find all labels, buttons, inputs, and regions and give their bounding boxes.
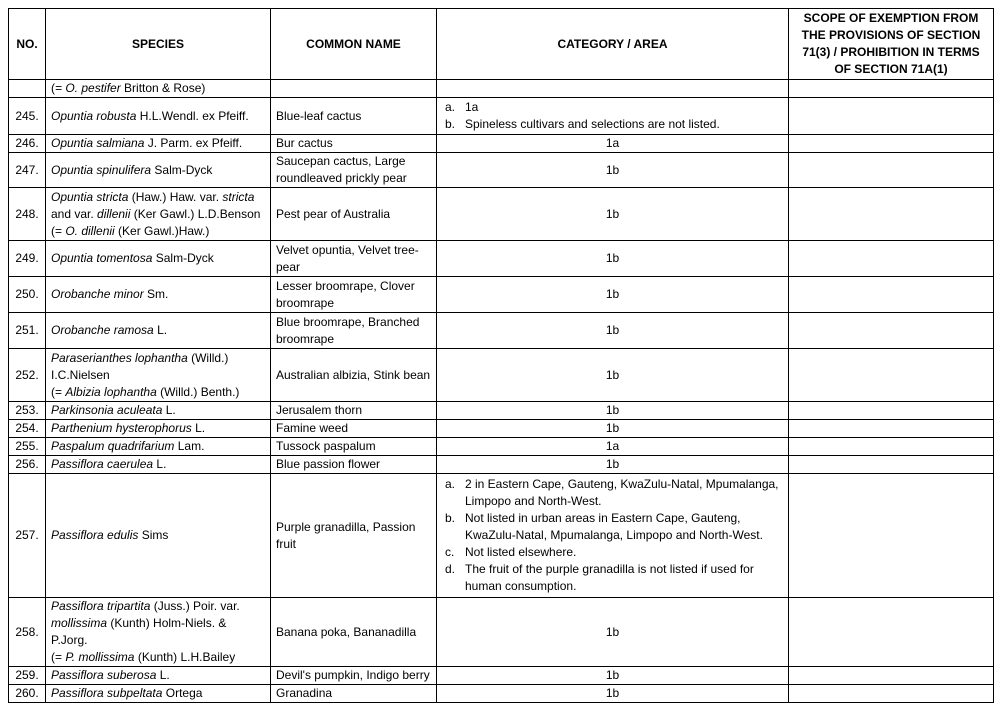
species-line xyxy=(51,615,265,649)
cell-no: 246. xyxy=(9,135,46,153)
cell-scope xyxy=(789,241,994,277)
table-row xyxy=(9,241,994,277)
cell-category: 1a xyxy=(437,438,789,456)
cell-no: 256. xyxy=(9,456,46,474)
category-text: The fruit of the purple granadilla is not listed if used for human consumption. xyxy=(465,562,754,593)
cell-no xyxy=(9,80,46,98)
cell-species xyxy=(46,474,271,598)
species-line xyxy=(51,598,265,615)
category-list-item xyxy=(445,510,782,544)
species-line xyxy=(51,367,265,384)
species-italic: Opuntia spinulifera xyxy=(51,162,152,177)
table-row xyxy=(9,98,994,135)
species-italic: Parkinsonia aculeata xyxy=(51,403,163,417)
species-text: (= xyxy=(51,223,66,238)
species-italic: Passiflora edulis xyxy=(51,528,139,542)
species-italic: Orobanche minor xyxy=(51,287,144,301)
cell-common-name: Australian albizia, Stink bean xyxy=(271,349,437,402)
table-row xyxy=(9,135,994,153)
species-text: Lam. xyxy=(174,439,205,453)
cell-no: 250. xyxy=(9,277,46,313)
header-species: SPECIES xyxy=(46,9,271,80)
cell-scope xyxy=(789,685,994,703)
category-text: 1a xyxy=(465,100,479,114)
category-text: Not listed in urban areas in Eastern Cape, Gauteng, KwaZulu-Natal, Mpumalanga, Limpopo and North-West. xyxy=(465,511,763,542)
cell-scope xyxy=(789,402,994,420)
species-italic: P. mollissima xyxy=(65,650,135,664)
cell-category: 1b xyxy=(437,456,789,474)
species-list-table xyxy=(8,8,994,703)
cell-category: 1b xyxy=(437,277,789,313)
category-marker: d. xyxy=(445,562,456,576)
continuation-row xyxy=(9,80,994,98)
table-row xyxy=(9,277,994,313)
species-italic: stricta xyxy=(222,189,255,204)
cell-species xyxy=(46,438,271,456)
species-italic: = O. pestifer xyxy=(55,81,121,95)
species-text: L. xyxy=(153,457,167,471)
species-line xyxy=(51,322,265,339)
species-text: and var. xyxy=(51,206,98,221)
cell-no: 253. xyxy=(9,402,46,420)
cell-no: 257. xyxy=(9,474,46,598)
species-line xyxy=(51,402,265,419)
cell-scope xyxy=(789,349,994,402)
species-italic: Passiflora caerulea xyxy=(51,457,154,471)
cell-no: 260. xyxy=(9,685,46,703)
cell-category: 1b xyxy=(437,241,789,277)
cell-common-name: Saucepan cactus, Large roundleaved prickly pear xyxy=(271,153,437,188)
category-marker: b. xyxy=(445,511,456,525)
cell-species xyxy=(46,349,271,402)
cell-common-name: Blue-leaf cactus xyxy=(271,98,437,135)
species-line xyxy=(51,420,265,437)
species-italic: Passiflora suberosa xyxy=(51,668,157,682)
cell-species xyxy=(46,598,271,667)
category-marker: c. xyxy=(445,545,455,559)
cell-scope xyxy=(789,98,994,135)
cell-no: 259. xyxy=(9,667,46,685)
category-text: Not listed elsewhere. xyxy=(465,545,577,559)
species-line xyxy=(51,135,265,152)
species-italic: Orobanche ramosa xyxy=(51,323,154,337)
table-row xyxy=(9,474,994,598)
species-line xyxy=(51,667,265,684)
cell-common-name: Tussock paspalum xyxy=(271,438,437,456)
category-list-item xyxy=(445,99,782,116)
header-category-area: CATEGORY / AREA xyxy=(437,9,789,80)
cell-scope xyxy=(789,188,994,241)
species-line xyxy=(51,223,265,240)
table-row xyxy=(9,456,994,474)
cell-common-name xyxy=(271,80,437,98)
cell-common-name: Purple granadilla, Passion fruit xyxy=(271,474,437,598)
species-italic: Opuntia robusta xyxy=(51,108,137,123)
species-italic: Opuntia stricta xyxy=(51,189,129,204)
species-italic: mollissima xyxy=(51,616,108,630)
species-text: Salm-Dyck xyxy=(151,162,213,177)
table-row xyxy=(9,188,994,241)
cell-category: 1b xyxy=(437,598,789,667)
cell-no: 248. xyxy=(9,188,46,241)
species-text: Sm. xyxy=(143,287,169,301)
species-text: (Kunth) L.H.Bailey xyxy=(134,650,236,664)
cell-category xyxy=(437,80,789,98)
species-text: L. xyxy=(153,323,168,337)
species-line xyxy=(51,162,265,179)
table-row xyxy=(9,313,994,349)
cell-species xyxy=(46,98,271,135)
species-line xyxy=(51,649,265,666)
cell-species xyxy=(46,313,271,349)
category-list-item xyxy=(445,476,782,510)
cell-scope xyxy=(789,277,994,313)
cell-scope xyxy=(789,598,994,667)
species-line xyxy=(51,108,265,125)
species-line xyxy=(51,350,265,367)
table-row xyxy=(9,598,994,667)
species-line xyxy=(51,438,265,455)
cell-scope xyxy=(789,153,994,188)
cell-common-name: Pest pear of Australia xyxy=(271,188,437,241)
cell-common-name: Devil's pumpkin, Indigo berry xyxy=(271,667,437,685)
cell-common-name: Jerusalem thorn xyxy=(271,402,437,420)
cell-category: 1b xyxy=(437,188,789,241)
category-text: Spineless cultivars and selections are not listed. xyxy=(465,117,720,131)
cell-species xyxy=(46,135,271,153)
cell-scope xyxy=(789,474,994,598)
cell-no: 258. xyxy=(9,598,46,667)
cell-species xyxy=(46,402,271,420)
cell-scope xyxy=(789,420,994,438)
cell-category: 1a xyxy=(437,135,789,153)
species-line xyxy=(51,456,265,473)
cell-no: 254. xyxy=(9,420,46,438)
species-text: (= xyxy=(51,384,66,399)
species-line xyxy=(51,250,265,267)
species-open: ( xyxy=(51,81,55,95)
species-italic: Opuntia salmiana xyxy=(51,136,145,150)
table-row xyxy=(9,349,994,402)
cell-common-name: Bur cactus xyxy=(271,135,437,153)
species-italic: O. dillenii xyxy=(65,223,115,238)
table-row xyxy=(9,420,994,438)
species-italic: Paspalum quadrifarium xyxy=(51,439,175,453)
species-text: Salm-Dyck xyxy=(152,251,214,265)
species-line xyxy=(51,286,265,303)
category-list-item xyxy=(445,561,782,595)
cell-common-name: Blue broomrape, Branched broomrape xyxy=(271,313,437,349)
category-list-item xyxy=(445,116,782,133)
cell-no: 251. xyxy=(9,313,46,349)
cell-species xyxy=(46,80,271,98)
species-italic: Passiflora subpeltata xyxy=(51,686,163,700)
category-marker: a. xyxy=(445,477,456,491)
species-line xyxy=(51,384,265,401)
cell-common-name: Blue passion flower xyxy=(271,456,437,474)
cell-common-name: Lesser broomrape, Clover broomrape xyxy=(271,277,437,313)
species-text: Britton & Rose) xyxy=(120,81,206,95)
cell-category xyxy=(437,474,789,598)
cell-no: 249. xyxy=(9,241,46,277)
cell-species xyxy=(46,277,271,313)
cell-no: 252. xyxy=(9,349,46,402)
cell-scope xyxy=(789,438,994,456)
cell-category: 1b xyxy=(437,420,789,438)
species-text: (Juss.) Poir. var. xyxy=(150,599,240,613)
cell-common-name: Granadina xyxy=(271,685,437,703)
species-text: (Willd.) xyxy=(187,350,229,365)
species-italic: Albizia lophantha xyxy=(65,384,157,399)
species-text: Ortega xyxy=(162,686,203,700)
cell-category: 1b xyxy=(437,685,789,703)
species-line xyxy=(51,189,265,206)
header-scope-of-exemption: SCOPE OF EXEMPTION FROM THE PROVISIONS OF SECTION 71(3) / PROHIBITION IN TERMS OF SECTION 71A(1) xyxy=(789,9,994,80)
cell-scope xyxy=(789,456,994,474)
cell-scope xyxy=(789,80,994,98)
cell-species xyxy=(46,456,271,474)
species-text: H.L.Wendl. ex Pfeiff. xyxy=(136,108,249,123)
species-italic: Passiflora tripartita xyxy=(51,599,151,613)
species-italic: Paraserianthes lophantha xyxy=(51,350,188,365)
cell-common-name: Banana poka, Bananadilla xyxy=(271,598,437,667)
header-no: NO. xyxy=(9,9,46,80)
species-line xyxy=(51,685,265,702)
table-row xyxy=(9,667,994,685)
cell-category: 1b xyxy=(437,402,789,420)
cell-species xyxy=(46,685,271,703)
header-common-name: COMMON NAME xyxy=(271,9,437,80)
species-italic: Opuntia tomentosa xyxy=(51,251,153,265)
species-italic: dillenii xyxy=(97,206,131,221)
category-text: 2 in Eastern Cape, Gauteng, KwaZulu-Natal, Mpumalanga, Limpopo and North-West. xyxy=(465,477,779,508)
cell-species xyxy=(46,153,271,188)
species-text: L. xyxy=(191,421,206,435)
table-row xyxy=(9,153,994,188)
cell-category: 1b xyxy=(437,667,789,685)
header-row xyxy=(9,9,994,80)
species-text: (Haw.) Haw. var. xyxy=(128,189,223,204)
category-marker: b. xyxy=(445,117,456,131)
species-text: I.C.Nielsen xyxy=(51,367,110,382)
category-list-item xyxy=(445,544,782,561)
cell-scope xyxy=(789,313,994,349)
category-marker: a. xyxy=(445,100,456,114)
cell-no: 245. xyxy=(9,98,46,135)
cell-no: 247. xyxy=(9,153,46,188)
cell-category: 1b xyxy=(437,153,789,188)
cell-species xyxy=(46,241,271,277)
species-text: J. Parm. ex Pfeiff. xyxy=(144,136,243,150)
cell-species xyxy=(46,667,271,685)
species-text: (Ker Gawl.)Haw.) xyxy=(114,223,210,238)
cell-common-name: Velvet opuntia, Velvet tree-pear xyxy=(271,241,437,277)
cell-category: 1b xyxy=(437,349,789,402)
species-line xyxy=(51,527,265,544)
species-text: L. xyxy=(156,668,170,682)
cell-scope xyxy=(789,135,994,153)
cell-no: 255. xyxy=(9,438,46,456)
species-text: Sims xyxy=(138,528,169,542)
species-text: (Ker Gawl.) L.D.Benson xyxy=(130,206,261,221)
species-text: L. xyxy=(162,403,176,417)
cell-category xyxy=(437,98,789,135)
table-row xyxy=(9,685,994,703)
species-text: (Kunth) Holm-Niels. & P.Jorg. xyxy=(51,616,227,647)
table-row xyxy=(9,402,994,420)
species-text: (= xyxy=(51,650,66,664)
cell-scope xyxy=(789,667,994,685)
cell-species xyxy=(46,420,271,438)
cell-species xyxy=(46,188,271,241)
species-line xyxy=(51,206,265,223)
species-text: (Willd.) Benth.) xyxy=(156,384,240,399)
cell-common-name: Famine weed xyxy=(271,420,437,438)
table-row xyxy=(9,438,994,456)
species-italic: Parthenium hysterophorus xyxy=(51,421,192,435)
cell-category: 1b xyxy=(437,313,789,349)
